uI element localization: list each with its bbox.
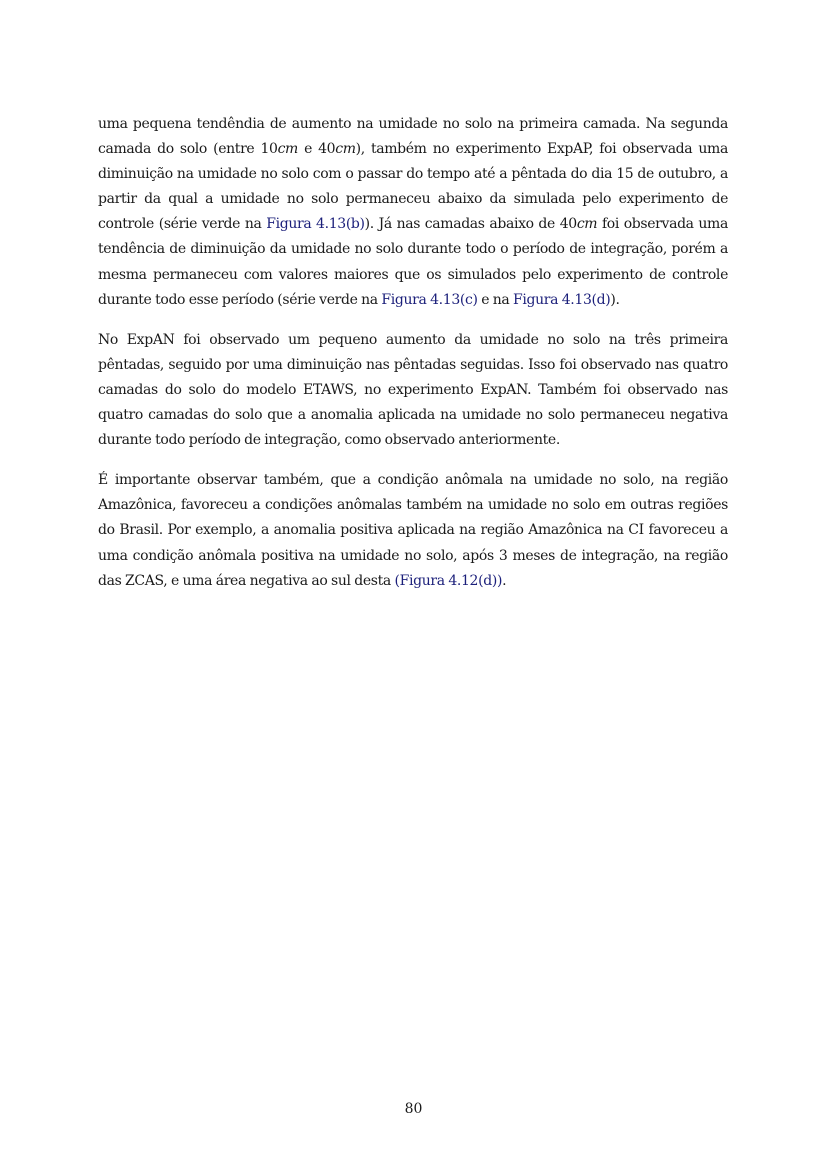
paragraph-text: . (502, 572, 507, 589)
paragraph-2 (98, 328, 728, 453)
paragraph-text: É importante observar também, que a condição anômala na umidade no solo, na região Amazônica, favoreceu a condições anômalas também na umidade no solo em outras regiões do Brasil. Por exemplo, a anomalia positiva aplicada na região Amazônica na CI favoreceu a uma condição anômala positiva na umidade no solo, após 3 meses de integração, na região das ZCAS, e uma área negativa ao sul desta (98, 472, 728, 589)
paragraph-text: ), também no experimento ExpAP, foi observada uma diminuição na umidade no solo com o passar do tempo até a pêntada do dia 15 de outubro, a partir da qual a umidade no solo permaneceu abaixo da simulada pelo experimento de controle (série verde na (98, 141, 728, 233)
body-text (98, 112, 728, 609)
figure-reference-link[interactable]: Figura 4.13(b) (266, 216, 365, 233)
paragraph-text: ). (610, 291, 620, 308)
figure-reference-link[interactable]: Figura 4.13(c) (381, 291, 478, 308)
paragraph-text: e na (477, 291, 514, 308)
page-number: 80 (404, 1101, 423, 1117)
figure-reference-link[interactable]: (Figura 4.12(d)) (394, 572, 503, 589)
figure-reference-link[interactable]: Figura 4.13(d) (513, 291, 611, 308)
unit-text: cm (335, 141, 356, 158)
paragraph-text: e 40 (297, 141, 336, 158)
unit-text: cm (277, 141, 298, 158)
unit-text: cm (576, 216, 598, 233)
paragraph-text: No ExpAN foi observado um pequeno aumento da umidade no solo na três primeira pêntadas, seguido por uma diminuição nas pêntadas seguidas. Isso foi observado nas quatro camadas do solo do modelo ETAWS, no experimento ExpAN. Também foi observado nas quatro camadas do solo que a anomalia aplicada na umidade no solo permaneceu negativa durante todo período de integração, como observado anteriormente. (98, 331, 728, 449)
paragraph-3 (98, 468, 728, 593)
paragraph-text: uma pequena tendêndia de aumento na umidade no solo na primeira camada. Na segunda camada do solo (entre 10 (98, 116, 728, 158)
paragraph-text: foi observada uma tendência de diminuição da umidade no solo durante todo o período de integração, porém a mesma permaneceu com valores maiores que os simulados pelo experimento de controle durante todo esse período (série verde na (98, 216, 728, 308)
paragraph-text: ). Já nas camadas abaixo de 40 (364, 216, 577, 233)
paragraph-1 (98, 112, 728, 313)
